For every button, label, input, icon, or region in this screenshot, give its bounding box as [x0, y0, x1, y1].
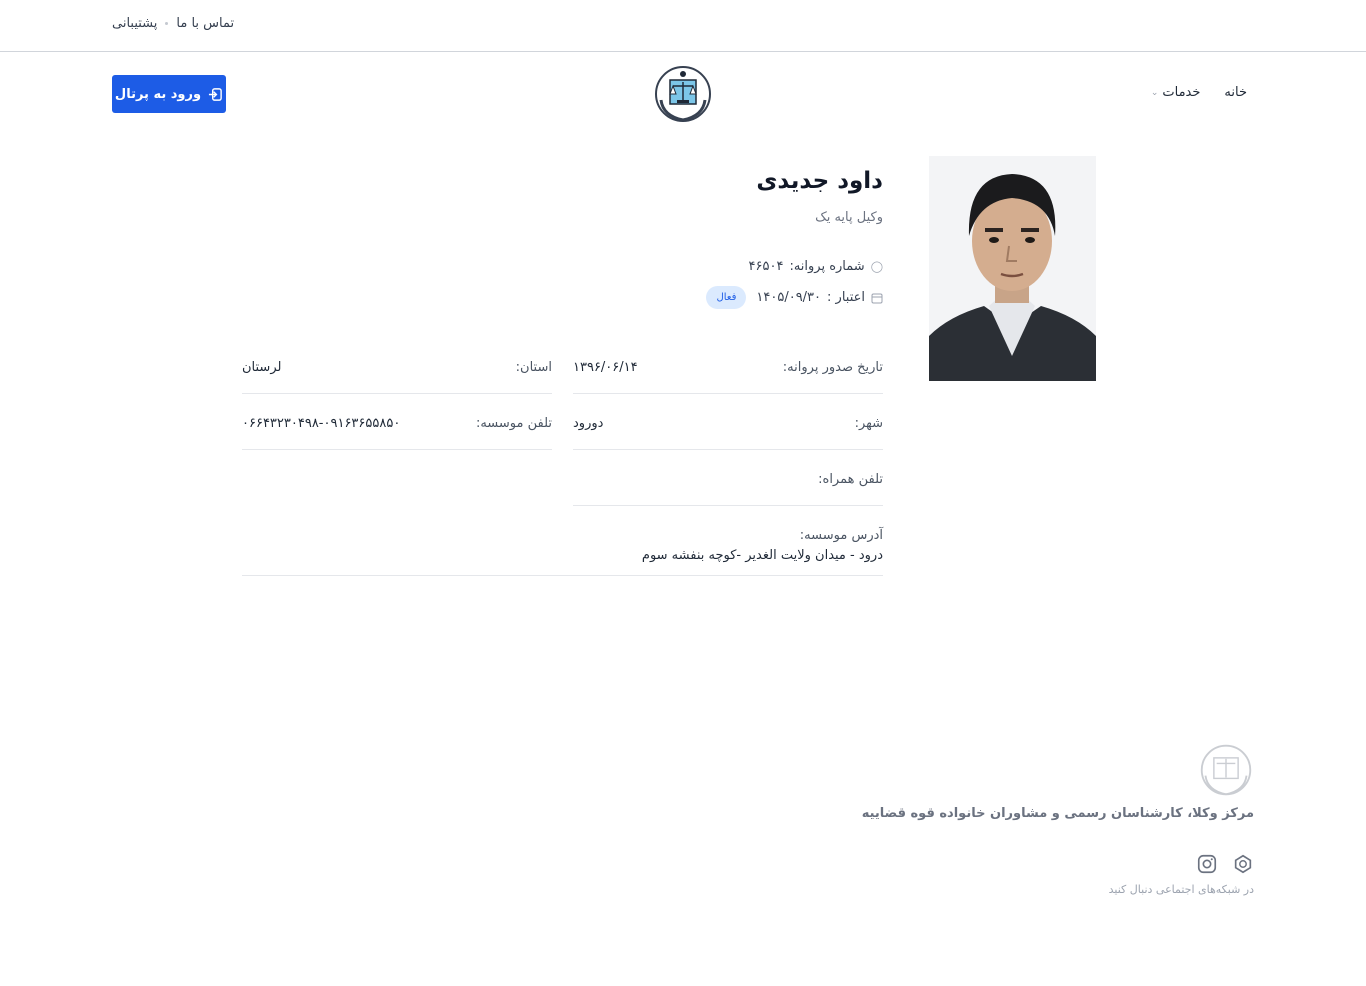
- lawyer-title: وکیل پایه یک: [815, 210, 883, 225]
- lawyer-name: داود جدیدی: [756, 168, 883, 194]
- chevron-down-icon: ⌄: [1150, 87, 1159, 98]
- portal-login-button[interactable]: [112, 75, 226, 113]
- validity-date: ۱۴۰۵/۰۹/۳۰: [756, 290, 822, 305]
- portal-login-label: ورود به پرتال: [114, 86, 202, 102]
- province-value: لرستان: [242, 360, 282, 375]
- emblem-logo[interactable]: [653, 64, 713, 124]
- city-field: [573, 416, 883, 450]
- header: [0, 52, 1366, 136]
- address-value: درود - میدان ولایت الغدیر -کوچه بنفشه سوم: [641, 548, 883, 563]
- license-label: شماره پروانه:: [789, 259, 865, 274]
- issue-date-field: [573, 360, 883, 394]
- main-nav: [1151, 85, 1247, 100]
- issue-date-value: ۱۳۹۶/۰۶/۱۴: [573, 360, 638, 375]
- check-circle-icon: ◯: [870, 260, 883, 273]
- office-phone-value[interactable]: ۰۶۶۴۳۲۳۰۴۹۸-۰۹۱۶۳۶۵۵۸۵۰: [242, 416, 401, 431]
- instagram-icon[interactable]: [1196, 853, 1218, 875]
- social-links: [1196, 853, 1254, 875]
- support-link[interactable]: پشتیبانی: [112, 16, 158, 31]
- license-number: ۴۶۵۰۴: [748, 259, 784, 274]
- address-field: [242, 528, 883, 576]
- mobile-label: تلفن همراه:: [818, 472, 883, 487]
- calendar-icon: [871, 292, 883, 304]
- office-phone-field: [242, 416, 552, 450]
- contact-link[interactable]: تماس با ما: [176, 16, 235, 31]
- city-label: شهر:: [854, 416, 883, 431]
- footer-emblem-logo: [1198, 742, 1254, 798]
- footer-org-name: مرکز وکلا، کارشناسان رسمی و مشاوران خانواده قوه قضاییه: [861, 806, 1254, 821]
- login-icon: [208, 87, 223, 102]
- address-label: آدرس موسسه:: [799, 528, 883, 543]
- lawyer-photo: [929, 156, 1096, 381]
- issue-date-label: تاریخ صدور پروانه:: [782, 360, 883, 375]
- city-value: دورود: [573, 416, 604, 431]
- nav-services-label: خدمات: [1162, 85, 1201, 100]
- office-phone-label: تلفن موسسه:: [475, 416, 552, 431]
- nav-home[interactable]: خانه: [1224, 85, 1247, 100]
- follow-text: در شبکه‌های اجتماعی دنبال کنید: [1108, 883, 1254, 896]
- top-links: [112, 16, 234, 31]
- validity-label: اعتبار :: [827, 290, 865, 305]
- top-bar: [0, 0, 1366, 52]
- nav-services[interactable]: [1151, 85, 1201, 100]
- status-badge: فعال: [706, 286, 746, 309]
- province-field: [242, 360, 552, 394]
- rubika-icon[interactable]: [1232, 853, 1254, 875]
- mobile-field: [573, 472, 883, 506]
- province-label: استان:: [515, 360, 552, 375]
- license-row: [749, 259, 883, 274]
- validity-row: [706, 286, 883, 309]
- separator-dot: [165, 22, 168, 25]
